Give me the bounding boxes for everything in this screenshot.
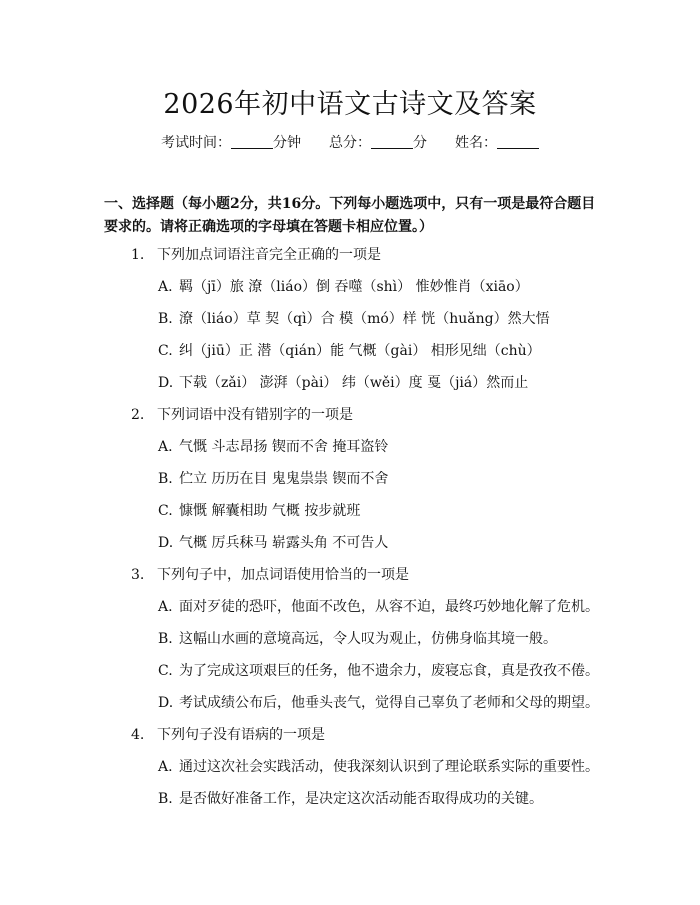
score-blank [371,148,413,149]
question-text: 下列词语中没有错别字的一项是 [157,407,353,423]
option [158,596,599,616]
question-number: 3. [131,567,145,583]
option-text: 为了完成这项艰巨的任务，他不遗余力，废寝忘食，真是孜孜不倦。 [179,663,599,679]
option [158,500,360,520]
score-unit: 分 [413,135,427,151]
name-blank [497,148,539,149]
option-letter: B. [158,631,173,647]
name-label: 姓名： [455,135,497,151]
question-stem [131,404,353,424]
option-text: 纠（jiū）正 潜（qián）能 气概（gài） 相形见绌（chù） [179,343,541,359]
option [158,340,541,360]
option-letter: C. [158,663,173,679]
option-text: 考试成绩公布后，他垂头丧气，觉得自己辜负了老师和父母的期望。 [179,695,599,711]
time-unit: 分钟 [273,135,301,151]
option-text: 这幅山水画的意境高远，令人叹为观止，仿佛身临其境一般。 [179,631,557,647]
option-text: 是否做好准备工作，是决定这次活动能否取得成功的关键。 [179,791,543,807]
option-text: 羁（jī）旅 潦（liáo）倒 吞噬（shì） 惟妙惟肖（xiāo） [179,279,529,295]
option [158,308,550,328]
option-letter: D. [158,535,174,551]
option-letter: B. [158,791,173,807]
option-letter: C. [158,503,173,519]
question-stem [131,724,325,744]
question-number: 4. [131,727,145,743]
option-letter: A. [158,599,173,615]
option-text: 下载（zǎi） 澎湃（pài） 纬（wěi）度 戛（jiá）然而止 [179,375,529,391]
option-text: 潦（liáo）草 契（qì）合 模（mó）样 恍（huǎng）然大悟 [179,311,550,327]
option-letter: A. [158,439,173,455]
option-text: 面对歹徒的恐吓，他面不改色，从容不迫，最终巧妙地化解了危机。 [179,599,599,615]
option [158,692,599,712]
question-text: 下列加点词语注音完全正确的一项是 [157,247,381,263]
section-heading: 一、选择题（每小题2分，共16分。下列每小题选项中，只有一项是最符合题目要求的。请将正确选项的字母填在答题卡相应位置。） [104,196,596,235]
option-letter: C. [158,343,173,359]
score-label: 总分： [329,135,371,151]
question-number: 2. [131,407,145,423]
option-letter: D. [158,375,174,391]
option-letter: A. [158,279,173,295]
option-text: 伫立 历历在目 鬼鬼祟祟 锲而不舍 [179,471,389,487]
option-text: 通过这次社会实践活动，使我深刻认识到了理论联系实际的重要性。 [179,759,599,775]
option [158,532,388,552]
exam-info-line [0,132,700,152]
option [158,660,599,680]
question-text: 下列句子没有语病的一项是 [157,727,325,743]
question-text: 下列句子中，加点词语使用恰当的一项是 [157,567,409,583]
question-number: 1. [131,247,145,263]
option [158,276,529,296]
option [158,372,528,392]
option-text: 气概 厉兵秣马 崭露头角 不可告人 [179,535,389,551]
option [158,788,543,808]
option [158,628,557,648]
time-label: 考试时间： [161,135,231,151]
option-letter: A. [158,759,173,775]
option-letter: D. [158,695,174,711]
option-letter: B. [158,311,173,327]
question-stem [131,564,409,584]
option [158,468,388,488]
option-letter: B. [158,471,173,487]
option [158,436,388,456]
option [158,756,599,776]
page-title: 2026年初中语文古诗文及答案 [163,89,537,120]
option-text: 气慨 斗志昂扬 锲而不舍 掩耳盗铃 [179,439,389,455]
question-stem [131,244,381,264]
time-blank [231,148,273,149]
option-text: 慷慨 解囊相助 气概 按步就班 [179,503,361,519]
